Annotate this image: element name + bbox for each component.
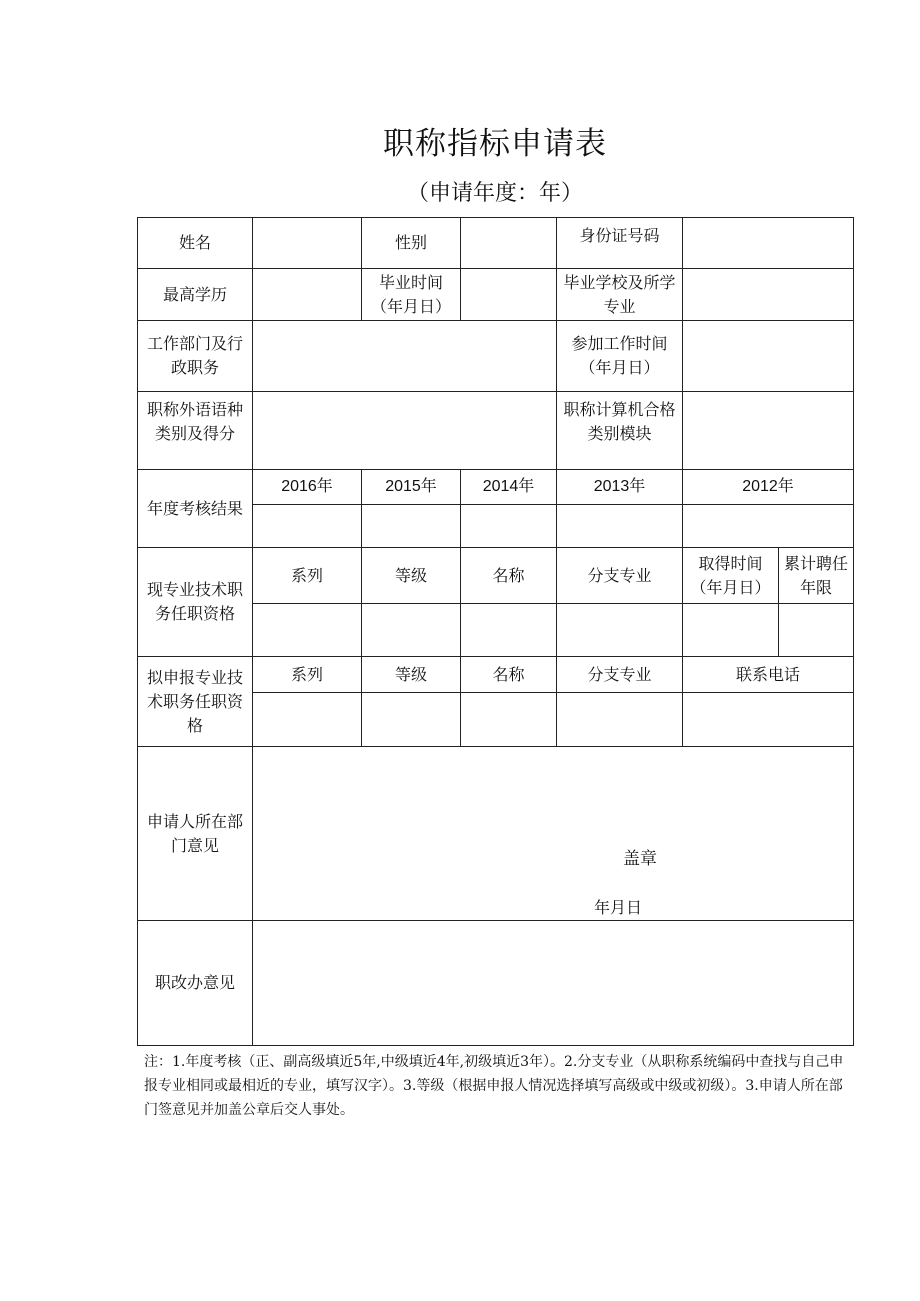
proposed-qual-field[interactable] — [362, 693, 460, 746]
review-result-field[interactable] — [461, 505, 556, 547]
label-office-opinion: 职改办意见 — [154, 973, 235, 992]
current-qual-field[interactable] — [683, 604, 778, 656]
current-qual-field[interactable] — [779, 604, 853, 656]
review-result-field[interactable] — [253, 505, 361, 547]
current-qual-field[interactable] — [557, 604, 682, 656]
footnote: 注：1.年度考核（正、副高级填近5年,中级填近4年,初级填近3年）。2.分支专业（从职称系统编码中查找与自己申报专业相同或最相近的专业，填写汉字）。3.等级（根据申报人情况选择填写高级或中级或初级）。3.申请人所在部门签意见并加盖公章后交人事处。 — [144, 1054, 844, 1118]
dept-position-field[interactable] — [253, 321, 556, 391]
label-education: 最高学历 — [162, 284, 227, 304]
label-foreign-language: 职称外语语种类别及得分 — [146, 400, 243, 443]
col-header: 等级 — [394, 664, 427, 684]
page-title: 职称指标申请表 — [383, 126, 607, 162]
review-result-field[interactable] — [557, 505, 682, 547]
name-field[interactable] — [253, 218, 361, 268]
review-result-field[interactable] — [362, 505, 460, 547]
review-result-field[interactable] — [683, 505, 853, 547]
label-proposed-qualification: 拟申报专业技术职务任职资格 — [146, 667, 243, 735]
label-name: 姓名 — [178, 233, 211, 252]
year-header: 2016年 — [281, 478, 333, 495]
label-computer-module: 职称计算机合格类别模块 — [563, 400, 676, 443]
col-header: 系列 — [290, 664, 323, 684]
col-header: 系列 — [290, 565, 323, 585]
id-number-field[interactable] — [683, 218, 853, 268]
page-subtitle: （申请年度：年） — [406, 181, 583, 206]
current-qual-field[interactable] — [253, 604, 361, 656]
seal-label: 盖章 — [623, 849, 657, 869]
label-annual-review: 年度考核结果 — [146, 498, 243, 518]
col-header: 分支专业 — [587, 664, 652, 684]
col-header: 联系电话 — [735, 664, 800, 684]
proposed-qual-field[interactable] — [461, 693, 556, 746]
col-header: 等级 — [394, 565, 427, 585]
col-header: 取得时间（年月日） — [690, 553, 771, 597]
computer-module-field[interactable] — [683, 392, 853, 469]
label-work-start: 参加工作时间（年月日） — [571, 334, 668, 377]
date-label: 年月日 — [593, 898, 642, 917]
label-id-number: 身份证号码 — [579, 226, 660, 245]
dept-opinion-field[interactable] — [253, 747, 853, 920]
office-opinion-field[interactable] — [253, 921, 853, 1045]
col-header: 名称 — [492, 664, 525, 684]
education-field[interactable] — [253, 269, 361, 320]
current-qual-field[interactable] — [362, 604, 460, 656]
col-header: 名称 — [492, 565, 525, 585]
label-graduation-time: 毕业时间（年月日） — [370, 272, 451, 316]
current-qual-field[interactable] — [461, 604, 556, 656]
contact-phone-field[interactable] — [683, 693, 853, 746]
proposed-qual-field[interactable] — [557, 693, 682, 746]
gender-field[interactable] — [461, 218, 556, 268]
school-major-field[interactable] — [683, 269, 853, 320]
graduation-time-field[interactable] — [461, 269, 556, 320]
year-header: 2013年 — [593, 478, 646, 495]
year-header: 2014年 — [482, 478, 535, 495]
proposed-qual-field[interactable] — [253, 693, 361, 746]
year-header: 2015年 — [385, 478, 437, 495]
label-school-major: 毕业学校及所学专业 — [563, 272, 676, 316]
col-header: 分支专业 — [587, 565, 652, 585]
col-header: 累计聘任年限 — [783, 553, 848, 597]
label-gender: 性别 — [394, 233, 427, 252]
label-dept-position: 工作部门及行政职务 — [146, 334, 243, 377]
foreign-language-field[interactable] — [253, 392, 556, 469]
year-header: 2012年 — [742, 478, 794, 495]
work-start-field[interactable] — [683, 321, 853, 391]
label-current-qualification: 现专业技术职务任职资格 — [146, 580, 243, 623]
label-dept-opinion: 申请人所在部门意见 — [146, 811, 243, 855]
